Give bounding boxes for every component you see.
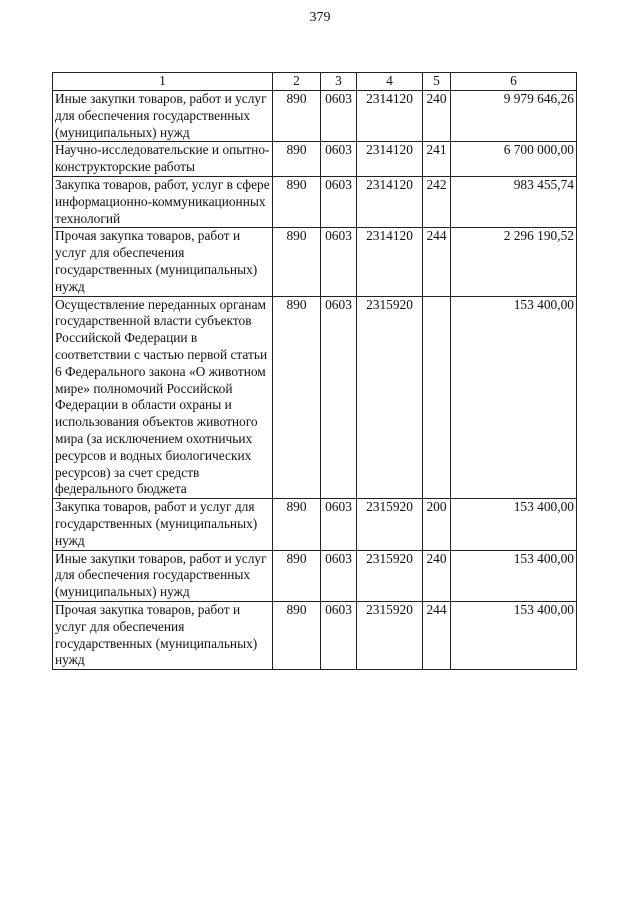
row-section-code: 0603 bbox=[321, 601, 357, 669]
row-target-code: 2314120 bbox=[357, 91, 423, 142]
header-cell: 5 bbox=[423, 73, 451, 91]
row-name: Закупка товаров, работ и услуг для государственных (муниципальных) нужд bbox=[53, 499, 273, 550]
row-type-code: 240 bbox=[423, 550, 451, 601]
table-row bbox=[53, 142, 577, 177]
row-target-code: 2314120 bbox=[357, 176, 423, 227]
row-target-code: 2315920 bbox=[357, 499, 423, 550]
header-cell: 1 bbox=[53, 73, 273, 91]
row-section-code: 0603 bbox=[321, 499, 357, 550]
row-amount: 6 700 000,00 bbox=[451, 142, 577, 177]
header-cell: 2 bbox=[273, 73, 321, 91]
row-ministry-code: 890 bbox=[273, 142, 321, 177]
row-ministry-code: 890 bbox=[273, 499, 321, 550]
row-amount: 153 400,00 bbox=[451, 296, 577, 499]
row-ministry-code: 890 bbox=[273, 91, 321, 142]
row-section-code: 0603 bbox=[321, 550, 357, 601]
row-type-code: 242 bbox=[423, 176, 451, 227]
table-row bbox=[53, 550, 577, 601]
row-type-code: 244 bbox=[423, 601, 451, 669]
table-header-row bbox=[53, 73, 577, 91]
header-cell: 6 bbox=[451, 73, 577, 91]
row-amount: 153 400,00 bbox=[451, 550, 577, 601]
row-target-code: 2315920 bbox=[357, 550, 423, 601]
row-target-code: 2315920 bbox=[357, 296, 423, 499]
row-section-code: 0603 bbox=[321, 142, 357, 177]
row-type-code: 200 bbox=[423, 499, 451, 550]
row-section-code: 0603 bbox=[321, 296, 357, 499]
row-type-code: 244 bbox=[423, 228, 451, 296]
row-amount: 153 400,00 bbox=[451, 601, 577, 669]
header-cell: 4 bbox=[357, 73, 423, 91]
table-row bbox=[53, 296, 577, 499]
row-amount: 153 400,00 bbox=[451, 499, 577, 550]
budget-table bbox=[52, 72, 577, 670]
row-type-code: 241 bbox=[423, 142, 451, 177]
row-name: Иные закупки товаров, работ и услуг для обеспечения государственных (муниципальных) нужд bbox=[53, 550, 273, 601]
row-name: Прочая закупка товаров, работ и услуг для обеспечения государственных (муниципальных) нужд bbox=[53, 601, 273, 669]
row-target-code: 2315920 bbox=[357, 601, 423, 669]
row-section-code: 0603 bbox=[321, 228, 357, 296]
row-ministry-code: 890 bbox=[273, 601, 321, 669]
table-row bbox=[53, 228, 577, 296]
header-cell: 3 bbox=[321, 73, 357, 91]
row-target-code: 2314120 bbox=[357, 228, 423, 296]
row-name: Осуществление переданных органам государственной власти субъектов Российской Федерации в соответствии с частью первой статьи 6 Федерального закона «О животном мире» полномочий Российской Федерации в области охраны и использования объектов животного мира (за исключением охотничьих ресурсов и водных биологических ресурсов) за счет средств федерального бюджета bbox=[53, 296, 273, 499]
row-section-code: 0603 bbox=[321, 176, 357, 227]
table-row bbox=[53, 91, 577, 142]
row-ministry-code: 890 bbox=[273, 550, 321, 601]
table-row bbox=[53, 499, 577, 550]
row-target-code: 2314120 bbox=[357, 142, 423, 177]
row-name: Закупка товаров, работ, услуг в сфере информационно-коммуникационных технологий bbox=[53, 176, 273, 227]
page-number: 379 bbox=[309, 10, 331, 25]
row-ministry-code: 890 bbox=[273, 176, 321, 227]
row-ministry-code: 890 bbox=[273, 296, 321, 499]
row-type-code bbox=[423, 296, 451, 499]
row-name: Научно-исследовательские и опытно-конструкторские работы bbox=[53, 142, 273, 177]
row-type-code: 240 bbox=[423, 91, 451, 142]
row-amount: 9 979 646,26 bbox=[451, 91, 577, 142]
row-amount: 983 455,74 bbox=[451, 176, 577, 227]
table-row bbox=[53, 176, 577, 227]
row-ministry-code: 890 bbox=[273, 228, 321, 296]
row-name: Прочая закупка товаров, работ и услуг для обеспечения государственных (муниципальных) нужд bbox=[53, 228, 273, 296]
row-section-code: 0603 bbox=[321, 91, 357, 142]
table-row bbox=[53, 601, 577, 669]
row-amount: 2 296 190,52 bbox=[451, 228, 577, 296]
row-name: Иные закупки товаров, работ и услуг для обеспечения государственных (муниципальных) нужд bbox=[53, 91, 273, 142]
